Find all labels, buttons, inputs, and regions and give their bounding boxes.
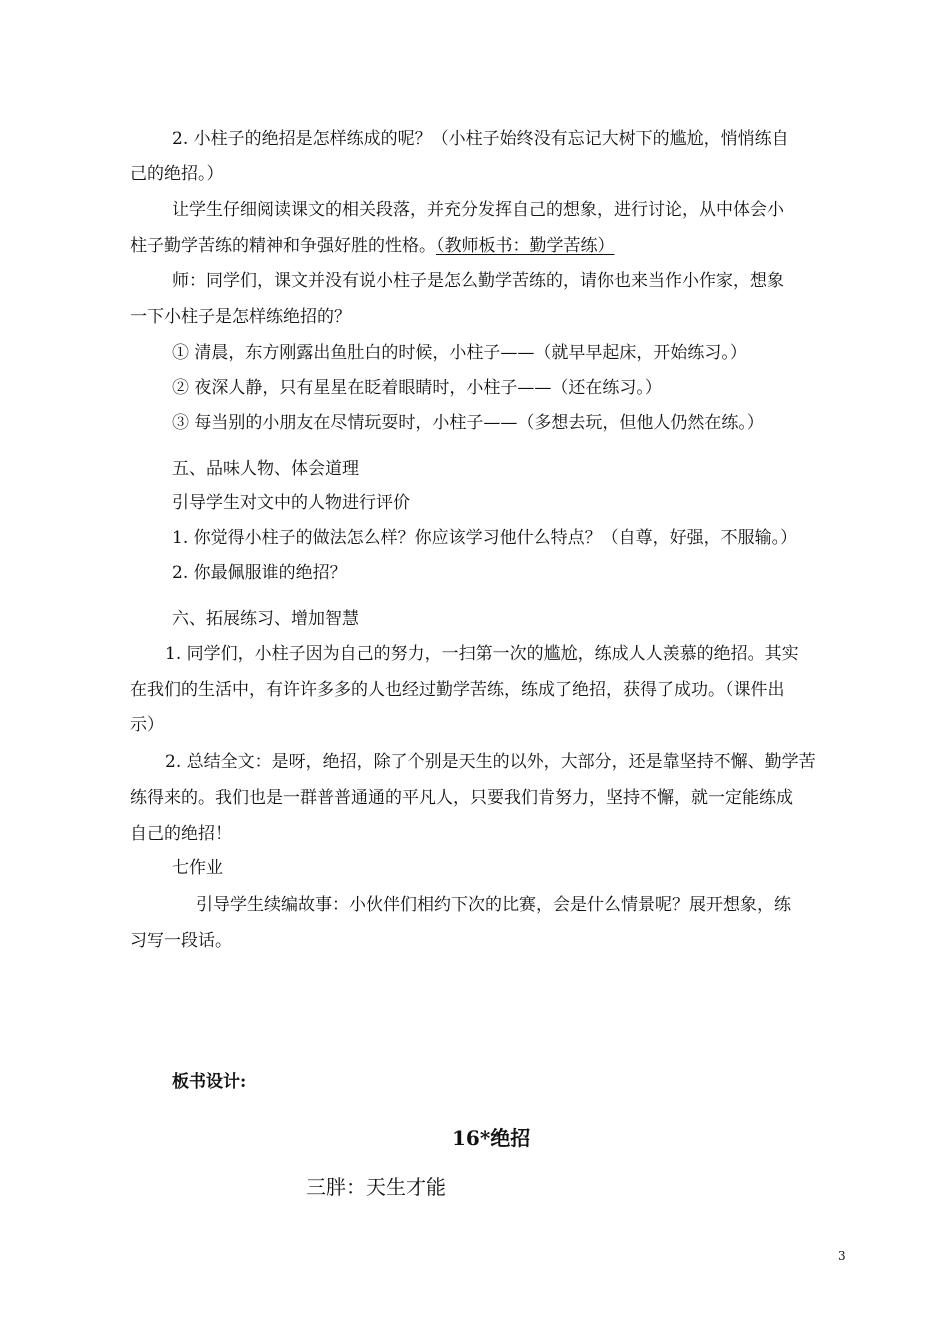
paragraph-line: 习写一段话。 (130, 931, 232, 951)
section-heading: 五、品味人物、体会道理 (172, 459, 359, 479)
board-title: 16*绝招 (452, 1126, 531, 1150)
paragraph-line: 2. 总结全文：是呀，绝招，除了个别是天生的以外，大部分，还是靠坚持不懈、勤学苦 (165, 752, 816, 772)
list-item: ② 夜深人静，只有星星在眨着眼睛时，小柱子——（还在练习。） (172, 378, 662, 398)
list-item: 1. 你觉得小柱子的做法怎么样？你应该学习他什么特点？（自尊，好强，不服输。） (172, 528, 798, 548)
paragraph-line: 引导学生对文中的人物进行评价 (172, 493, 410, 513)
paragraph-line: 引导学生续编故事：小伙伴们相约下次的比赛，会是什么情景呢？展开想象，练 (196, 895, 791, 915)
list-item: ① 清晨，东方刚露出鱼肚白的时候，小柱子——（就早早起床，开始练习。） (172, 343, 747, 363)
paragraph-line: 自己的绝招！ (130, 824, 232, 844)
paragraph-line: 在我们的生活中，有许许多多的人也经过勤学苦练，练成了绝招，获得了成功。（课件出 (130, 680, 785, 700)
paragraph-line: 示） (130, 715, 164, 735)
paragraph-line (130, 236, 615, 256)
paragraph-line: 己的绝招。） (130, 164, 224, 184)
paragraph-text: 柱子勤学苦练的精神和争强好胜的性格。 (130, 236, 436, 256)
paragraph-line: 一下小柱子是怎样练绝招的？ (130, 307, 351, 327)
section-heading: 六、拓展练习、增加智慧 (172, 609, 359, 629)
paragraph-line: 2. 小柱子的绝招是怎样练成的呢？（小柱子始终没有忘记大树下的尴尬，悄悄练自 (172, 129, 789, 149)
paragraph-line: 练得来的。我们也是一群普普通通的平凡人，只要我们肯努力，坚持不懈，就一定能练成 (130, 788, 793, 808)
page-number: 3 (838, 1249, 846, 1263)
list-item: 2. 你最佩服谁的绝招？ (172, 563, 347, 583)
paragraph-line: 让学生仔细阅读课文的相关段落，并充分发挥自己的想象，进行讨论，从中体会小 (172, 200, 784, 220)
board-design-heading: 板书设计: (172, 1072, 247, 1092)
paragraph-line: 1. 同学们，小柱子因为自己的努力，一扫第一次的尴尬，练成人人羡慕的绝招。其实 (165, 644, 799, 664)
section-heading: 七作业 (172, 858, 223, 878)
teacher-board-note: （教师板书：勤学苦练） (436, 236, 615, 256)
paragraph-line: 师：同学们，课文并没有说小柱子是怎么勤学苦练的，请你也来当作小作家，想象 (172, 271, 784, 291)
list-item: ③ 每当别的小朋友在尽情玩耍时，小柱子——（多想去玩，但他人仍然在练。） (172, 413, 764, 433)
board-line: 三胖：天生才能 (306, 1175, 446, 1199)
